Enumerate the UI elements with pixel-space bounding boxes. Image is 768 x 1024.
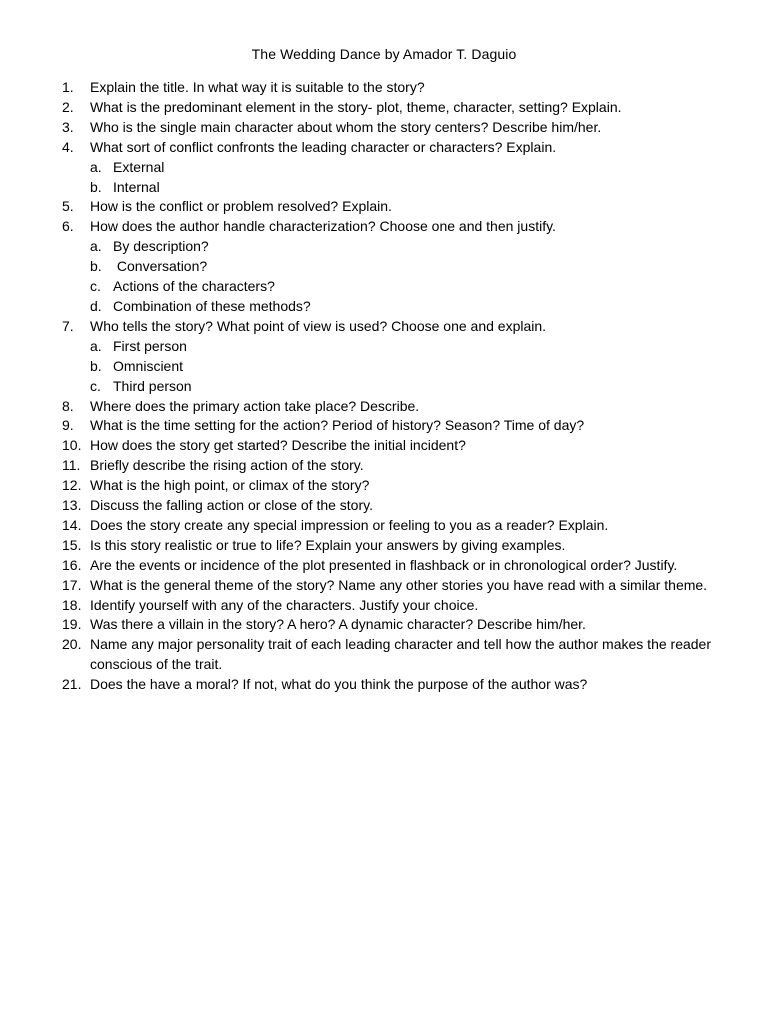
question-number: 15. [62, 536, 82, 553]
question-number: 20. [62, 636, 82, 653]
sub-option-text: Third person [113, 377, 192, 394]
question-text: Where does the primary action take place? Describe. [90, 397, 420, 414]
sub-option-text: Conversation? [113, 258, 208, 275]
sub-option-item [90, 257, 722, 277]
question-item [62, 596, 722, 616]
question-item [62, 138, 722, 198]
question-number: 5. [62, 198, 74, 215]
question-number: 11. [62, 457, 81, 474]
question-item [62, 496, 722, 516]
question-text: Is this story realistic or true to life? Explain your answers by giving examples. [90, 536, 566, 553]
question-number: 4. [62, 138, 74, 155]
question-item [62, 675, 722, 695]
question-text: How is the conflict or problem resolved? Explain. [90, 198, 392, 215]
question-text: Name any major personality trait of each leading character and tell how the author makes the reader conscious of the trait. [90, 636, 712, 673]
sub-option-item [90, 277, 722, 297]
question-number: 8. [62, 397, 74, 414]
question-text: What is the general theme of the story? Name any other stories you have read with a similar theme. [90, 576, 708, 593]
sub-option-text: Omniscient [113, 357, 184, 374]
question-text: Are the events or incidence of the plot presented in flashback or in chronological order? Justify. [90, 556, 678, 573]
question-item [62, 476, 722, 496]
question-item [62, 456, 722, 476]
question-text: Briefly describe the rising action of the story. [90, 457, 364, 474]
question-number: 7. [62, 317, 74, 334]
question-number: 9. [62, 417, 74, 434]
question-item [62, 615, 722, 635]
sub-option-text: Actions of the characters? [113, 278, 275, 295]
question-text: How does the author handle characterization? Choose one and then justify. [90, 218, 556, 235]
sub-option-item [90, 158, 722, 178]
question-text: What is the time setting for the action? Period of history? Season? Time of day? [90, 417, 585, 434]
question-item [62, 197, 722, 217]
sub-option-text: First person [113, 337, 187, 354]
sub-option-item [90, 297, 722, 317]
question-number: 6. [62, 218, 74, 235]
sub-option-letter: a. [90, 337, 102, 354]
question-item [62, 635, 722, 675]
question-item [62, 516, 722, 536]
question-text: Identify yourself with any of the characters. Justify your choice. [90, 596, 479, 613]
question-number: 16. [62, 556, 82, 573]
sub-option-text: Combination of these methods? [113, 297, 311, 314]
question-text: What is the high point, or climax of the story? [90, 477, 370, 494]
question-item [62, 78, 722, 98]
sub-option-item [90, 178, 722, 198]
question-text: Who tells the story? What point of view is used? Choose one and explain. [90, 317, 547, 334]
question-item [62, 556, 722, 576]
question-text: Discuss the falling action or close of the story. [90, 497, 373, 514]
question-item [62, 576, 722, 596]
question-text: How does the story get started? Describe the initial incident? [90, 437, 466, 454]
sub-option-letter: d. [90, 297, 102, 314]
question-text: Explain the title. In what way it is suitable to the story? [90, 79, 425, 95]
question-number: 12. [62, 477, 82, 494]
question-text: Does the have a moral? If not, what do you think the purpose of the author was? [90, 676, 588, 693]
question-item [62, 98, 722, 118]
sub-option-letter: a. [90, 238, 102, 255]
sub-option-text: By description? [113, 238, 209, 255]
question-item [62, 436, 722, 456]
question-text: Was there a villain in the story? A hero? A dynamic character? Describe him/her. [90, 616, 586, 633]
question-list [62, 78, 722, 695]
sub-option-letter: c. [90, 278, 101, 295]
sub-option-item [90, 237, 722, 257]
question-number: 10. [62, 437, 82, 454]
sub-option-letter: c. [90, 377, 101, 394]
sub-option-text: Internal [113, 178, 160, 195]
question-item [62, 217, 722, 317]
sub-option-letter: b. [90, 357, 102, 374]
question-number: 19. [62, 616, 82, 633]
question-number: 3. [62, 118, 74, 135]
question-item [62, 118, 722, 138]
question-number: 18. [62, 596, 82, 613]
sub-option-text: External [113, 158, 165, 175]
sub-option-letter: b. [90, 258, 102, 275]
sub-option-letter: b. [90, 178, 102, 195]
question-text: What is the predominant element in the story- plot, theme, character, setting? Explain. [90, 98, 622, 115]
question-item [62, 317, 722, 397]
sub-option-letter: a. [90, 158, 102, 175]
question-item [62, 397, 722, 417]
question-number: 13. [62, 497, 82, 514]
question-item [62, 536, 722, 556]
question-text: Who is the single main character about whom the story centers? Describe him/her. [90, 118, 602, 135]
sub-option-item [90, 357, 722, 377]
question-number: 21. [62, 676, 82, 693]
question-number: 1. [62, 79, 74, 95]
question-text: What sort of conflict confronts the leading character or characters? Explain. [90, 138, 557, 155]
question-text: Does the story create any special impression or feeling to you as a reader? Explain. [90, 516, 609, 533]
sub-option-list [90, 158, 722, 198]
question-number: 14. [62, 516, 82, 533]
sub-option-list [90, 337, 722, 397]
sub-option-item [90, 377, 722, 397]
document-title: The Wedding Dance by Amador T. Daguio [251, 46, 517, 62]
question-item [62, 416, 722, 436]
sub-option-item [90, 337, 722, 357]
question-number: 2. [62, 98, 74, 115]
question-number: 17. [62, 576, 82, 593]
sub-option-list [90, 237, 722, 317]
